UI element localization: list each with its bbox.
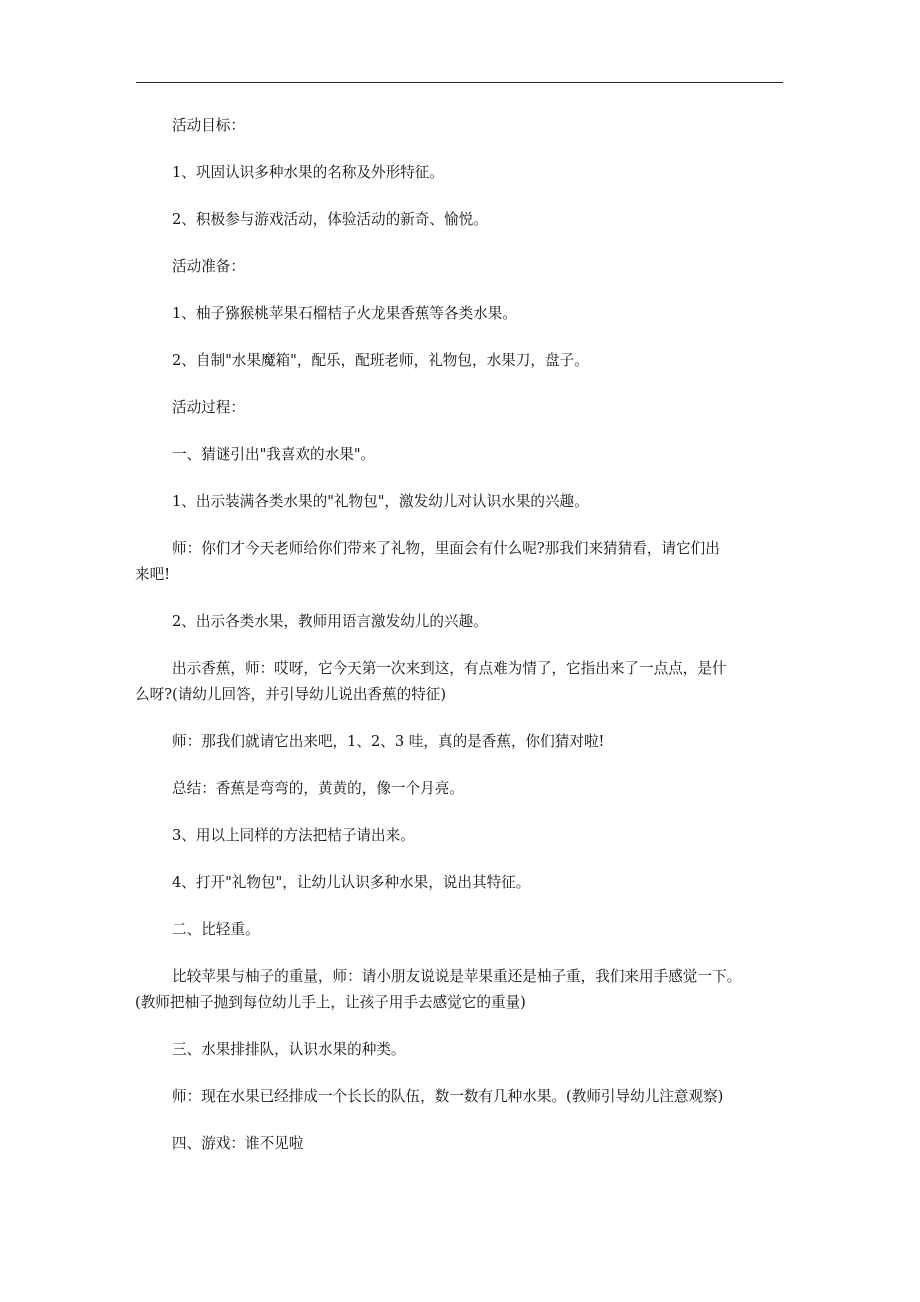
- paragraph-line: (教师把柚子抛到每位幼儿手上，让孩子用手去感觉它的重量): [135, 994, 526, 1011]
- paragraph: 师：那我们就请它出来吧，1、2、3 哇，真的是香蕉，你们猜对啦!: [172, 733, 605, 750]
- paragraph: 师：现在水果已经排成一个长长的队伍，数一数有几种水果。(教师引导幼儿注意观察): [172, 1088, 724, 1105]
- paragraph-line: 比较苹果与柚子的重量，师：请小朋友说说是苹果重还是柚子重，我们来用手感觉一下。: [172, 968, 742, 985]
- paragraph: 3、用以上同样的方法把桔子请出来。: [172, 827, 415, 844]
- section-heading-preparation: 活动准备：: [172, 258, 245, 275]
- paragraph: 4、打开"礼物包"，让幼儿认识多种水果，说出其特征。: [172, 874, 531, 891]
- paragraph: 1、柚子猕猴桃苹果石榴桔子火龙果香蕉等各类水果。: [172, 305, 517, 322]
- paragraph-line: 么呀?(请幼儿回答，并引导幼儿说出香蕉的特征): [135, 686, 447, 703]
- paragraph: [135, 536, 784, 588]
- header-rule: [136, 82, 783, 83]
- section-heading-process: 活动过程：: [172, 399, 245, 416]
- paragraph: [135, 964, 784, 1016]
- paragraph: 2、积极参与游戏活动，体验活动的新奇、愉悦。: [172, 211, 488, 228]
- section-heading-goals: 活动目标：: [172, 117, 245, 134]
- paragraph: 2、出示各类水果，教师用语言激发幼儿的兴趣。: [172, 613, 488, 630]
- paragraph: 2、自制"水果魔箱"，配乐，配班老师，礼物包，水果刀，盘子。: [172, 352, 589, 369]
- paragraph-line: 来吧!: [135, 566, 171, 583]
- paragraph: 四、游戏：谁不见啦: [172, 1135, 304, 1152]
- document-body: [135, 113, 784, 1178]
- paragraph-line: 师：你们才今天老师给你们带来了礼物，里面会有什么呢?那我们来猜猜看，请它们出: [172, 540, 720, 557]
- paragraph-line: 出示香蕉，师：哎呀，它今天第一次来到这，有点难为情了，它指出来了一点点，是什: [172, 660, 727, 677]
- paragraph: 1、巩固认识多种水果的名称及外形特征。: [172, 164, 444, 181]
- paragraph: 1、出示装满各类水果的"礼物包"，激发幼儿对认识水果的兴趣。: [172, 493, 589, 510]
- paragraph: 总结：香蕉是弯弯的，黄黄的，像一个月亮。: [172, 780, 464, 797]
- paragraph: [135, 656, 784, 708]
- paragraph: 一、猜谜引出"我喜欢的水果"。: [172, 446, 376, 463]
- paragraph: 三、水果排排队，认识水果的种类。: [172, 1041, 406, 1058]
- paragraph: 二、比轻重。: [172, 921, 260, 938]
